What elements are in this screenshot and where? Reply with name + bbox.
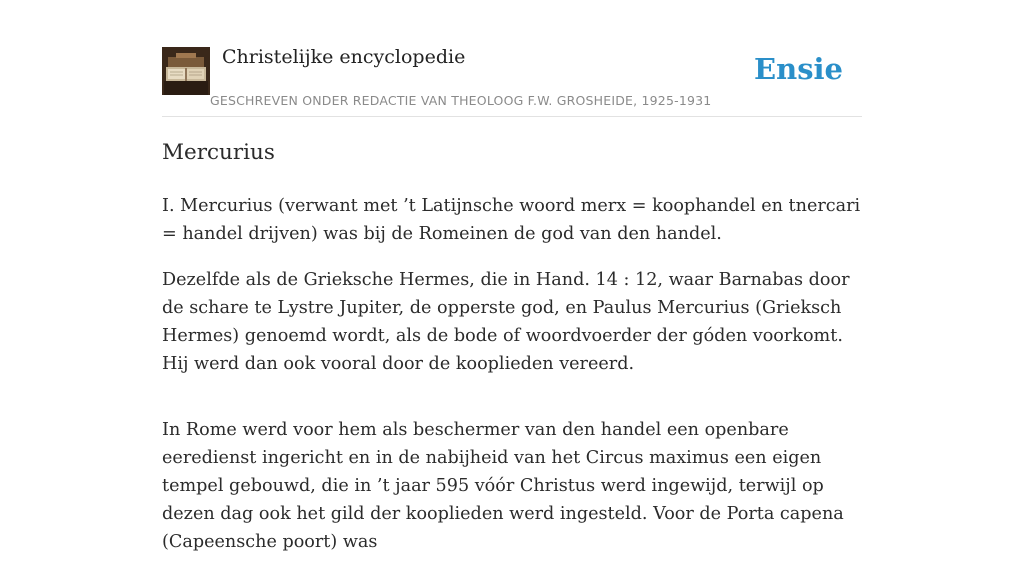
site-header <box>162 0 862 117</box>
site-subtitle: GESCHREVEN ONDER REDACTIE VAN THEOLOOG F.W. GROSHEIDE, 1925-1931 <box>210 93 712 108</box>
ensie-logo[interactable]: Ensie <box>754 52 843 86</box>
article-paragraph: Dezelfde als de Grieksche Hermes, die in Hand. 14 : 12, waar Barnabas door de schare te Lystre Jupiter, de opperste god, en Paulus Mercurius (Grieksch Hermes) genoemd wordt, als de bode of woordvoerder der góden voorkomt. Hij werd dan ook vooral door de kooplieden vereerd. <box>162 270 850 374</box>
article-body <box>162 192 862 574</box>
book-photo-icon[interactable] <box>162 47 210 95</box>
article-paragraph: I. Mercurius (verwant met ’t Latijnsche woord merx = koophandel en tnercari = handel drijven) was bij de Romeinen de god van den handel. <box>162 196 861 244</box>
page-container <box>162 0 862 552</box>
article-title: Mercurius <box>162 140 275 165</box>
article-paragraph: In Rome werd voor hem als beschermer van den handel een openbare eeredienst ingericht en in de nabijheid van het Circus maximus een eigen tempel gebouwd, die in ’t jaar 595 vóór Christus werd ingewijd, terwijl op dezen dag ook het gild der kooplieden werd ingesteld. Voor de Porta capena (Capeensche poort) was <box>162 420 844 552</box>
site-title[interactable]: Christelijke encyclopedie <box>222 46 466 68</box>
